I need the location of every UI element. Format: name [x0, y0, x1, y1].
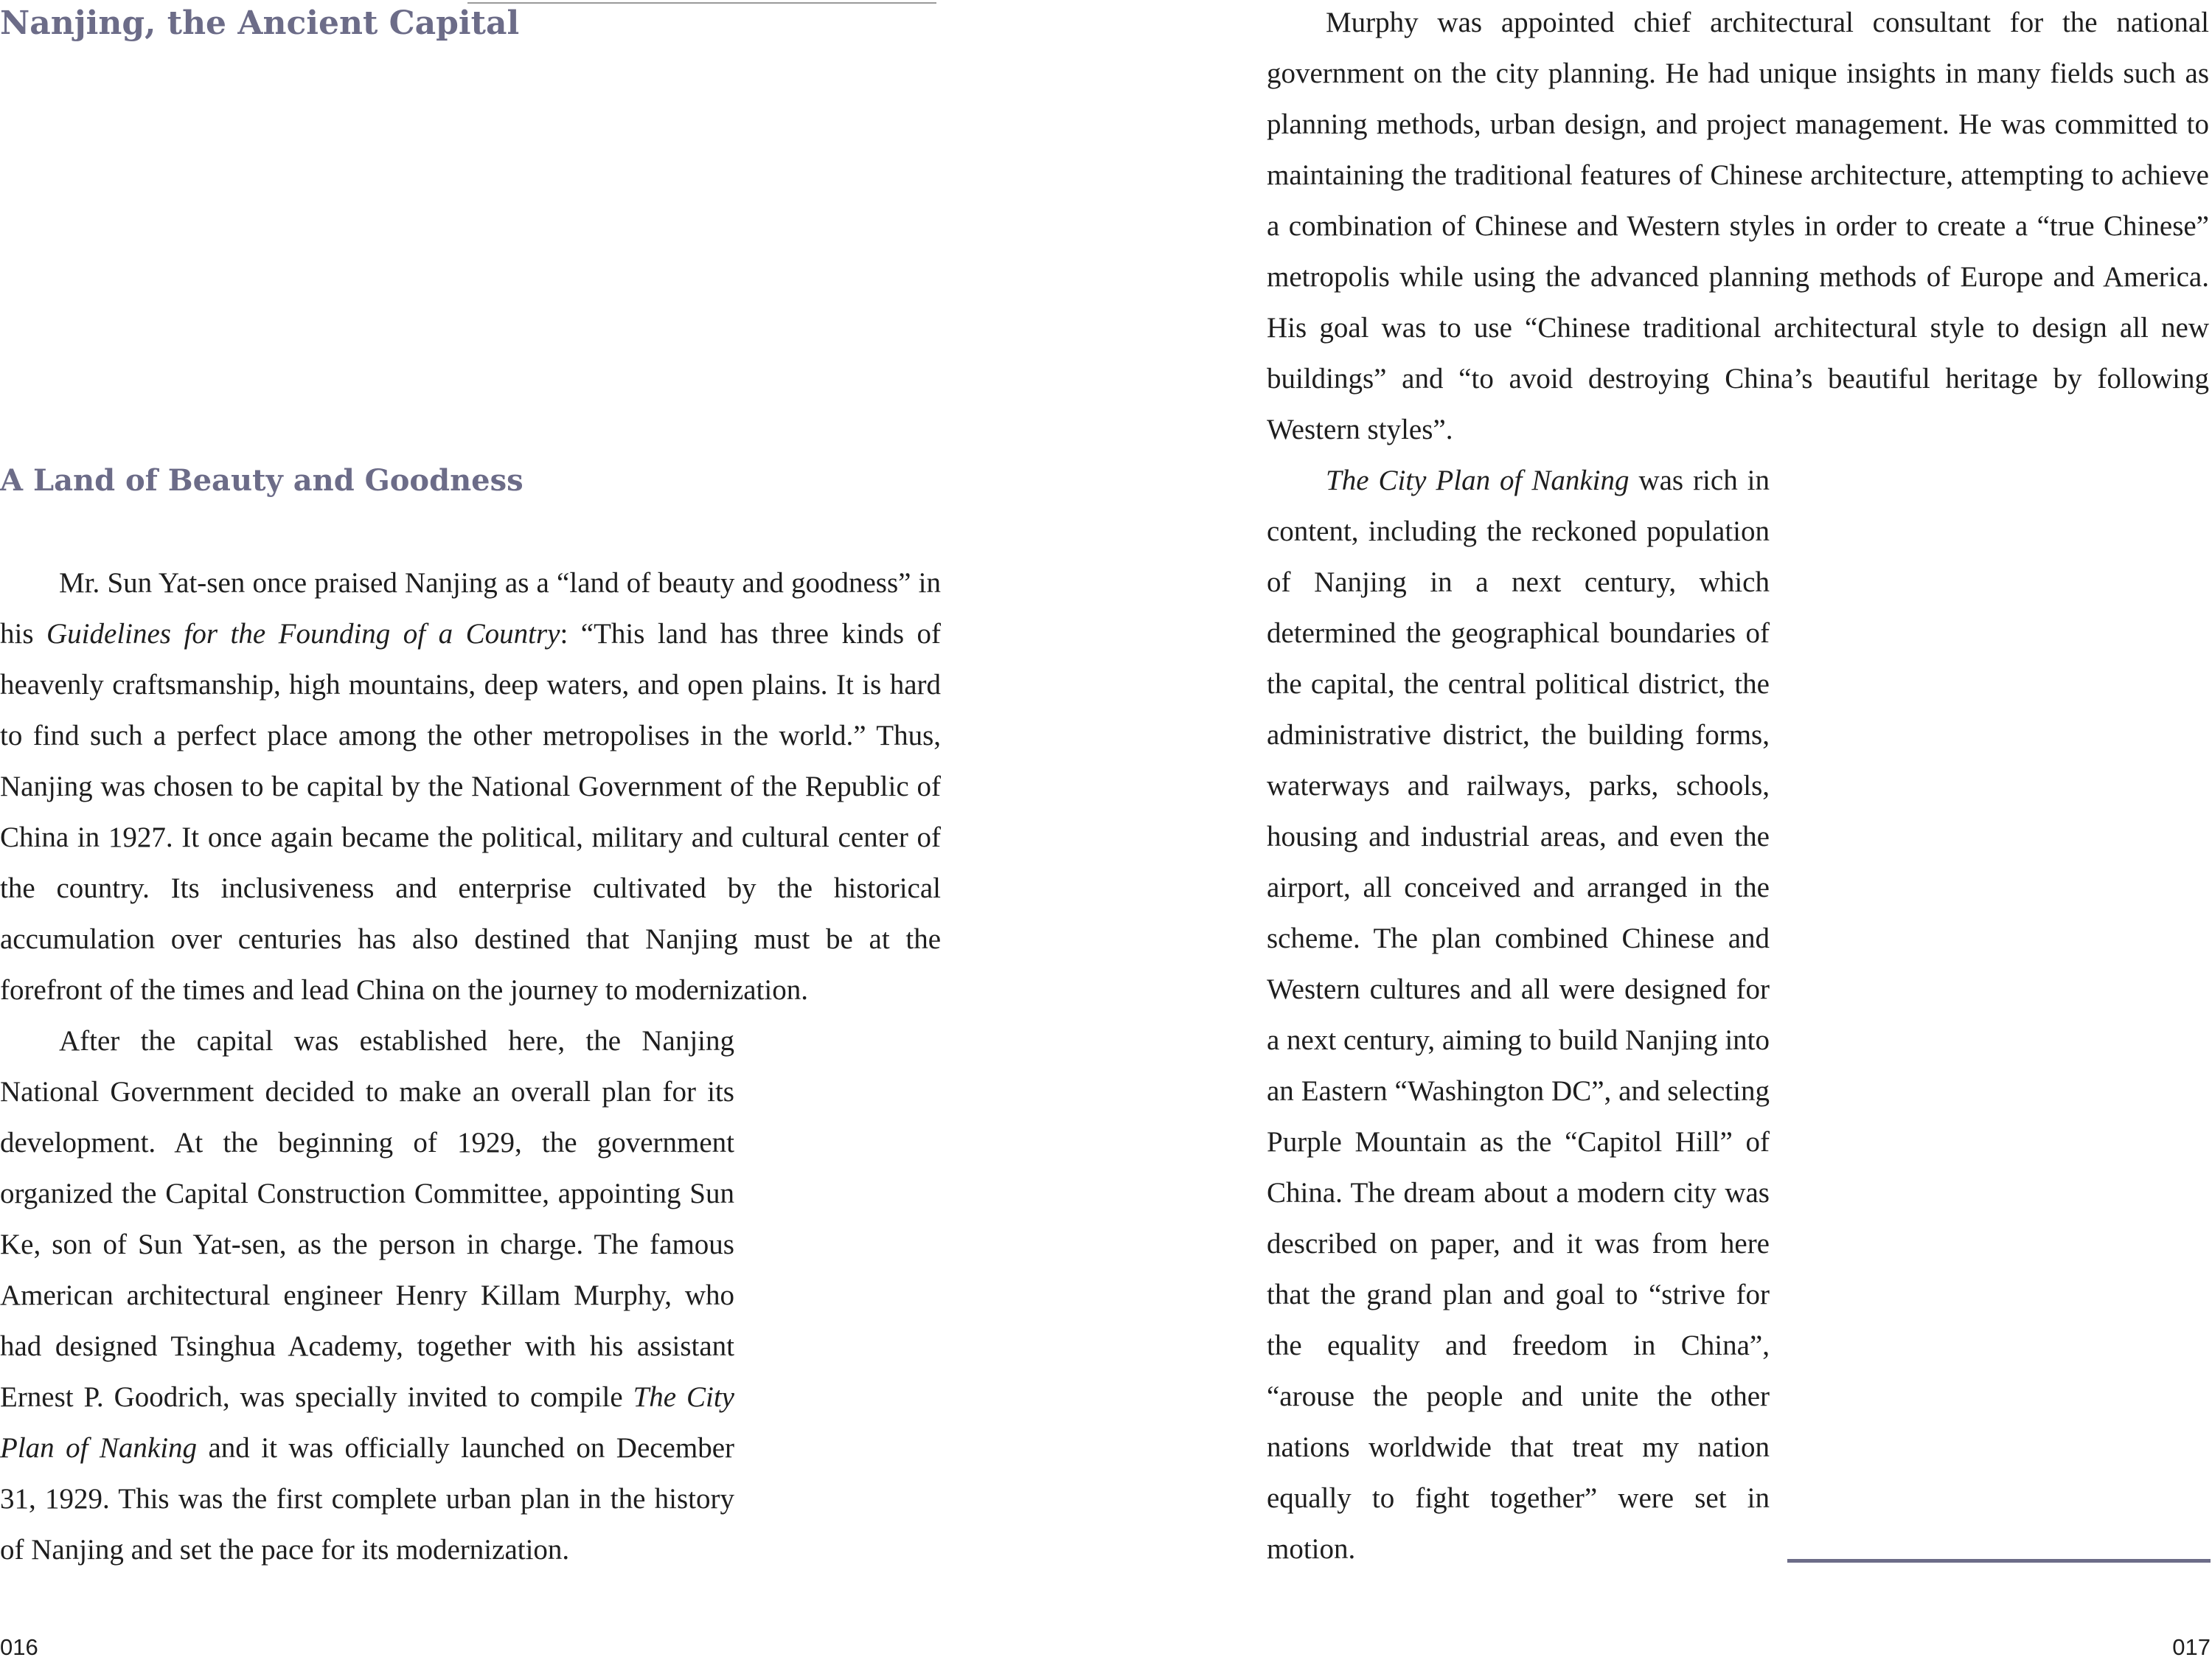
- left-text-block-2: [0, 1015, 734, 1575]
- right-text-block-1: [1267, 0, 2209, 455]
- italic-book-title: The City Plan of Nanking: [0, 1381, 734, 1464]
- page-number-left: 016: [0, 1634, 38, 1660]
- right-text-block-2: [1267, 455, 1770, 1574]
- paragraph-text: was rich in content, including the reckoned population of Nanjing in a next century, which determined the geographical boundaries of the capital, the central political district, the administrative district, the building forms, waterways and railways, parks, schools, housing and industrial areas, and even the airport, all conceived and arranged in the scheme. The plan combined Chinese and Western cultures and all were designed for a next century, aiming to build Nanjing into an Eastern “Washington DC”, and selecting Purple Mountain as the “Capitol Hill” of China. The dream about a modern city was described on paper, and it was from here that the grand plan and goal to “strive for the equality and freedom in China”, “arouse the people and unite the other nations worldwide that treat my nation equally to fight together” were set in motion.: [1267, 465, 1770, 1565]
- paragraph-text: Murphy was appointed chief architectural consultant for the national government on the city planning. He had unique insights in many fields such as planning methods, urban design, and project management. He was committed to maintaining the traditional features of Chinese architecture, attempting to achieve a combination of Chinese and Western styles in order to create a “true Chinese” metropolis while using the advanced planning methods of Europe and America. His goal was to use “Chinese traditional architectural style to design all new buildings” and “to avoid destroying China’s beautiful heritage by following Western styles”.: [1267, 7, 2209, 445]
- running-title: Nanjing, the Ancient Capital: [0, 4, 520, 42]
- paragraph-text: : “This land has three kinds of heavenly craftsmanship, high mountains, deep waters, and open plains. It is hard to find such a perfect place among the other metropolises in the world.” Thus, Nanjing was chosen to be capital by the National Government of the Republic of China in 1927. It once again became the political, military and cultural center of the country. Its inclusiveness and enterprise cultivated by the historical accumulation over centuries has also destined that Nanjing must be at the forefront of the times and lead China on the journey to modernization.: [0, 618, 941, 1006]
- right-paragraph-2: [1267, 455, 1770, 1574]
- paragraph-text: Mr. Sun Yat-sen once praised Nanjing as a “land of beauty and goodness” in his: [0, 567, 941, 650]
- left-text-block-1: [0, 558, 941, 1015]
- paragraph-text: After the capital was established here, the Nanjing National Government decided to make an overall plan for its development. At the beginning of 1929, the government organized the Capital Construction Committee, appointing Sun Ke, son of Sun Yat-sen, as the person in charge. The famous American architectural engineer Henry Killam Murphy, who had designed Tsinghua Academy, together with his assistant Ernest P. Goodrich, was specially invited to compile: [0, 1025, 734, 1413]
- top-rule-divider: [467, 2, 936, 4]
- bottom-rule-divider: [1787, 1559, 2211, 1563]
- italic-book-title: Guidelines for the Founding of a Country: [46, 618, 560, 650]
- page-number-right: 017: [2172, 1634, 2211, 1660]
- left-paragraph-2: [0, 1015, 734, 1575]
- italic-book-title: The City Plan of Nanking: [1326, 465, 1630, 496]
- section-heading: A Land of Beauty and Goodness: [0, 463, 524, 498]
- paragraph-text: and it was officially launched on December 31, 1929. This was the first complete urban plan in the history of Nanjing and set the pace for its modernization.: [0, 1432, 735, 1566]
- left-paragraph-1: [0, 558, 941, 1015]
- right-paragraph-1: [1267, 0, 2209, 455]
